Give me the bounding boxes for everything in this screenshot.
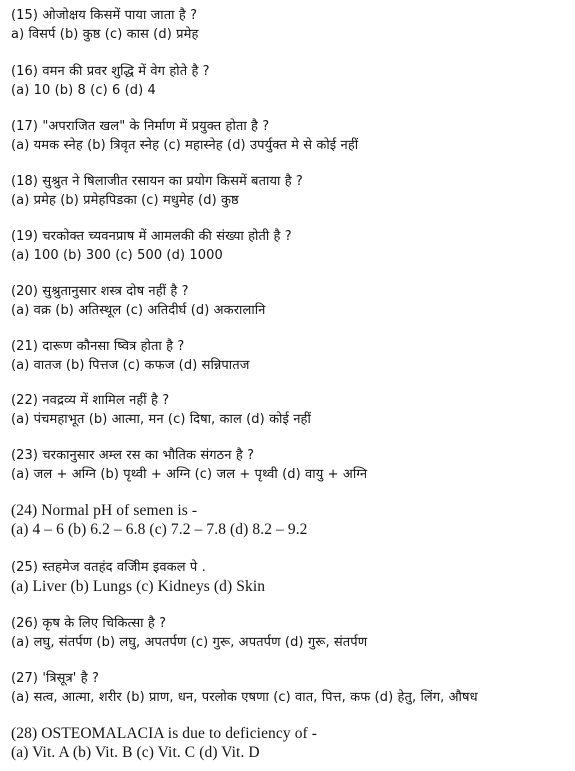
question-23 — [11, 446, 569, 484]
question-text: (21) दारूण कौनसा ष्वित्र होता है ? — [11, 339, 185, 354]
question-options: (a) जल + अग्नि (b) पृथ्वी + अग्नि (c) जल + पृथ्वी (d) वायु + अग्नि — [11, 467, 368, 482]
question-options: (a) Liver (b) Lungs (c) Kidneys (d) Skin — [11, 578, 266, 595]
question-options: (a) 10 (b) 8 (c) 6 (d) 4 — [11, 83, 156, 98]
question-text: (25) स्तहमेज वतहंद वजिीम इवकल पे . — [11, 560, 206, 575]
question-options: (a) लघु, संतर्पण (b) लघु, अपतर्पण (c) गुरू, अपतर्पण (d) गुरू, संतर्पण — [11, 635, 368, 650]
question-options: (a) वक्र (b) अतिस्थूल (c) अतिदीर्घ (d) अकरालानि — [11, 303, 266, 318]
question-text: (22) नवद्रव्य में शामिल नहीं है ? — [11, 393, 170, 408]
question-text: (20) सुश्रुतानुसार शस्त्र दोष नहीं है ? — [11, 284, 189, 299]
question-options: (a) सत्व, आत्मा, शरीर (b) प्राण, धन, परलोक एषणा (c) वात, पित्त, कफ (d) हेतु, लिंग, औषध — [11, 690, 478, 705]
question-25 — [11, 558, 569, 596]
question-options: (a) वातज (b) पित्तज (c) कफज (d) सन्निपातज — [11, 358, 250, 373]
question-18 — [11, 172, 569, 210]
question-text: (23) चरकानुसार अम्ल रस का भौतिक संगठन है ? — [11, 448, 255, 463]
question-26 — [11, 614, 569, 652]
question-text: (15) ओजोक्षय किसमें पाया जाता है ? — [11, 8, 198, 23]
question-27 — [11, 669, 569, 707]
question-text: (24) Normal pH of semen is - — [11, 502, 198, 519]
question-text: (28) OSTEOMALACIA is due to deficiency of - — [11, 725, 318, 742]
question-text: (26) कृष के लिए चिकित्सा है ? — [11, 616, 167, 631]
question-options: (a) 4 – 6 (b) 6.2 – 6.8 (c) 7.2 – 7.8 (d) 8.2 – 9.2 — [11, 521, 308, 538]
question-text: (18) सुश्रुत ने षिलाजीत रसायन का प्रयोग किसमें बताया है ? — [11, 174, 303, 189]
question-text: (16) वमन की प्रवर शुद्धि में वेग होते है ? — [11, 64, 210, 79]
question-17 — [11, 117, 569, 155]
question-21 — [11, 337, 569, 375]
question-options: (a) यमक स्नेह (b) त्रिवृत स्नेह (c) महास्नेह (d) उपर्युक्त मे से कोई नहीं — [11, 138, 359, 153]
question-20 — [11, 282, 569, 320]
question-28 — [11, 724, 569, 762]
question-text: (19) चरकोक्त च्यवनप्राष में आमलकी की संख्या होती है ? — [11, 229, 292, 244]
question-19 — [11, 227, 569, 265]
question-24 — [11, 501, 569, 539]
question-22 — [11, 391, 569, 429]
question-options: (a) पंचमहाभूत (b) आत्मा, मन (c) दिषा, काल (d) कोई नहीं — [11, 412, 311, 427]
question-options: a) विसर्प (b) कुष्ठ (c) कास (d) प्रमेह — [11, 27, 199, 42]
question-text: (27) 'त्रिसूत्र' है ? — [11, 671, 99, 686]
question-options: (a) 100 (b) 300 (c) 500 (d) 1000 — [11, 248, 223, 263]
question-options: (a) प्रमेह (b) प्रमेहपिडका (c) मधुमेह (d) कुष्ठ — [11, 193, 239, 208]
question-options: (a) Vit. A (b) Vit. B (c) Vit. C (d) Vit. D — [11, 744, 260, 761]
question-text: (17) "अपराजित खल" के निर्माण में प्रयुक्त होता है ? — [11, 119, 270, 134]
question-16 — [11, 62, 569, 100]
question-15 — [11, 6, 569, 44]
